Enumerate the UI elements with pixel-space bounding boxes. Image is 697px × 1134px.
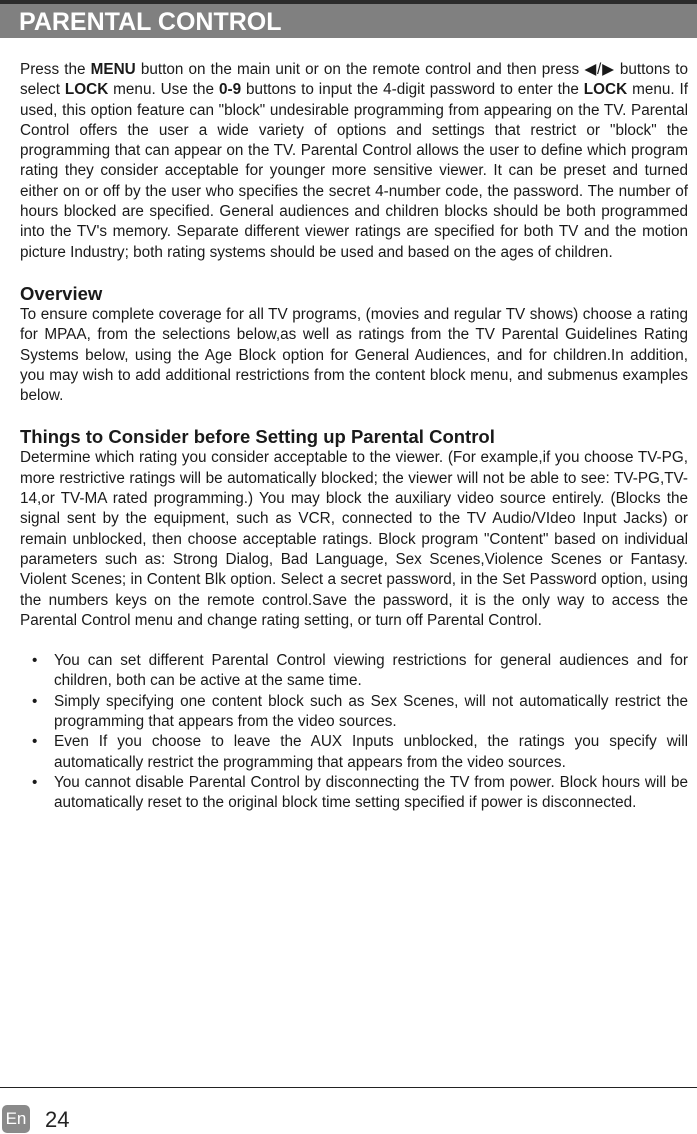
page-number: 24 xyxy=(45,1107,70,1132)
page-title: PARENTAL CONTROL xyxy=(19,8,282,36)
content xyxy=(20,60,688,814)
consider-paragraph: Determine which rating you consider acceptable to the viewer. (For example,if you choose TV-PG, more restrictive ratings will be automatically blocked; the viewer will not be able to see: TV-PG,TV-14,or TV-MA rated programming.) You may block the auxiliary video source entirely. (Blocks the signal sent by the equipment, such as VCR, connected to the TV Audio/VIdeo Input Jacks) or remain unblocked, then choose acceptable ratings. Block program "Content" based on individual parameters such as: Strong Dialog, Bad Language, Sex Scenes,Violence Scenes or Fantasy. Violent Scenes; in Content Blk option. Select a secret password, in the Set Password option, using the numbers keys on the remote control.Save the password, it is the only way to access the Parental Control menu and change rating setting, or turn off Parental Control. xyxy=(20,449,688,629)
list-item: • Even If you choose to leave the AUX Inputs unblocked, the ratings you specify will automatically restrict the programming that appears from the video sources. xyxy=(32,733,688,771)
list-item: • Simply specifying one content block such as Sex Scenes, will not automatically restrict the programming that appears from the video sources. xyxy=(32,692,688,731)
intro-paragraph: Press the MENU button on the main unit or on the remote control and then press ◀/▶ buttons to select LOCK menu. Use the 0-9 buttons to input the 4-digit password to enter the LOCK menu. If used, this option feature can "block" undesirable programming from appearing on the TV. Parental Control offers the user a wide variety of options and settings that restrict or "block" the programming that can appear on the TV. Parental Control allows the user to define which program rating they consider acceptable for younger more sensitive viewer. It can be preset and turned either on or off by the user who specifies the secret 4-number code, the password. The number of hours blocked are specified. General audiences and children blocks should be both programmed into the TV's memory. Separate different viewer ratings are specified for both TV and the motion picture Industry; both rating systems should be used and based on the ages of children. xyxy=(20,61,689,261)
overview-heading: Overview xyxy=(20,282,103,304)
list-item: • You can set different Parental Control viewing restrictions for general audiences and for children, both can be active at the same time. xyxy=(32,652,688,690)
bullet-list xyxy=(20,651,688,813)
language-badge: En xyxy=(2,1105,30,1133)
footer-rule xyxy=(0,1087,697,1088)
consider-heading: Things to Consider before Setting up Parental Control xyxy=(20,426,495,448)
overview-paragraph: To ensure complete coverage for all TV programs, (movies and regular TV shows) choose a rating for MPAA, from the selections below,as well as ratings from the TV Parental Guidelines Rating Systems below, using the Age Block option for General Audiences, and for children.In addition, you may wish to add additional restrictions from the content block menu, and submenus examples below. xyxy=(20,305,688,405)
list-item: • You cannot disable Parental Control by disconnecting the TV from power. Block hours will be automatically reset to the original block time setting specified if power is disconnected. xyxy=(32,773,688,812)
title-band xyxy=(0,4,697,38)
